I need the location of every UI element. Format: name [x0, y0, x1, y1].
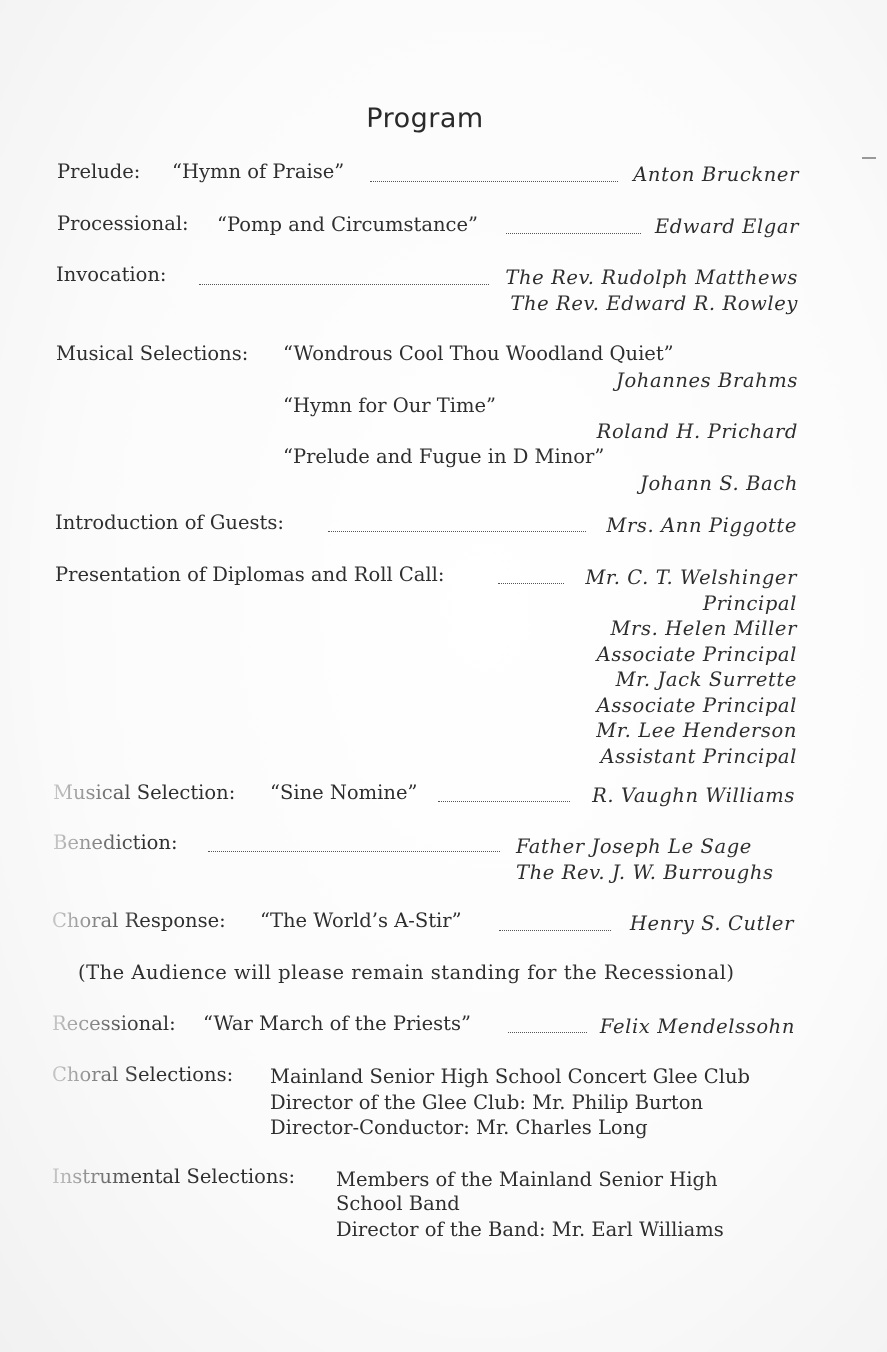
musical-selections-piece-2: “Hymn for Our Time”	[283, 394, 497, 417]
presentation-credit-3: Mrs. Helen Miller	[610, 617, 797, 640]
invocation-label: Invocation:	[56, 263, 167, 286]
musical-selections-piece-3: “Prelude and Fugue in D Minor”	[283, 445, 605, 468]
choral-selections-line-3: Director-Conductor: Mr. Charles Long	[270, 1116, 648, 1139]
presentation-credit-7: Mr. Lee Henderson	[596, 719, 797, 742]
musical-selections-credit-1: Johannes Brahms	[616, 369, 798, 392]
musical-selections-credit-3: Johann S. Bach	[640, 472, 798, 495]
prelude-credit: Anton Bruckner	[633, 163, 799, 186]
processional-leader	[506, 233, 641, 234]
recessional-piece: “War March of the Priests”	[203, 1012, 471, 1035]
processional-piece: “Pomp and Circumstance”	[217, 213, 478, 236]
presentation-credit-8: Assistant Principal	[600, 745, 797, 768]
invocation-credit-2: The Rev. Edward R. Rowley	[510, 292, 798, 315]
paper-speck	[862, 157, 876, 159]
recessional-label: Recessional:	[52, 1010, 176, 1038]
presentation-leader	[498, 583, 564, 584]
choral-response-label: Choral Response:	[52, 907, 226, 935]
presentation-credit-1: Mr. C. T. Welshinger	[585, 566, 797, 589]
presentation-label: Presentation of Diplomas and Roll Call:	[55, 563, 445, 586]
musical-selection-credit: R. Vaughn Williams	[592, 784, 795, 807]
recessional-leader	[508, 1032, 587, 1033]
choral-selections-label: Choral Selections:	[52, 1061, 233, 1089]
choral-response-credit: Henry S. Cutler	[629, 912, 794, 935]
choral-response-piece: “The World’s A-Stir”	[260, 909, 462, 932]
presentation-credit-2: Principal	[702, 592, 797, 615]
recessional-credit: Felix Mendelssohn	[599, 1015, 795, 1038]
benediction-label: Benediction:	[53, 829, 178, 857]
page-title: Program	[366, 103, 484, 134]
prelude-piece: “Hymn of Praise”	[172, 160, 345, 183]
processional-label: Processional:	[57, 212, 189, 235]
musical-selection-piece: “Sine Nomine”	[270, 781, 418, 804]
musical-selections-piece-1: “Wondrous Cool Thou Woodland Quiet”	[283, 342, 674, 365]
presentation-credit-4: Associate Principal	[596, 643, 797, 666]
presentation-credit-5: Mr. Jack Surrette	[615, 668, 797, 691]
choral-selections-line-1: Mainland Senior High School Concert Glee Club	[270, 1065, 751, 1088]
choral-response-leader	[499, 930, 611, 931]
benediction-credit-2: The Rev. J. W. Burroughs	[516, 861, 774, 884]
prelude-leader	[370, 181, 618, 182]
musical-selections-credit-2: Roland H. Prichard	[596, 420, 798, 443]
introduction-label: Introduction of Guests:	[55, 511, 284, 534]
benediction-credit-1: Father Joseph Le Sage	[516, 835, 752, 858]
introduction-leader	[328, 531, 586, 532]
recessional-note: (The Audience will please remain standing for the Recessional)	[78, 961, 735, 984]
invocation-leader	[199, 284, 489, 285]
choral-selections-line-2: Director of the Glee Club: Mr. Philip Burton	[270, 1091, 704, 1114]
processional-credit: Edward Elgar	[654, 215, 799, 238]
instrumental-selections-line-1: Members of the Mainland Senior High	[336, 1168, 718, 1191]
instrumental-selections-line-2: School Band	[336, 1192, 460, 1215]
presentation-credit-6: Associate Principal	[596, 694, 797, 717]
invocation-credit-1: The Rev. Rudolph Matthews	[505, 266, 798, 289]
instrumental-selections-line-3: Director of the Band: Mr. Earl Williams	[336, 1218, 724, 1241]
musical-selection-label: Musical Selection:	[53, 779, 235, 807]
musical-selections-label: Musical Selections:	[56, 342, 249, 365]
introduction-credit: Mrs. Ann Piggotte	[606, 514, 797, 537]
instrumental-selections-label: Instrumental Selections:	[52, 1163, 295, 1191]
prelude-label: Prelude:	[57, 160, 141, 183]
musical-selection-leader	[438, 801, 570, 802]
benediction-leader	[208, 851, 500, 852]
